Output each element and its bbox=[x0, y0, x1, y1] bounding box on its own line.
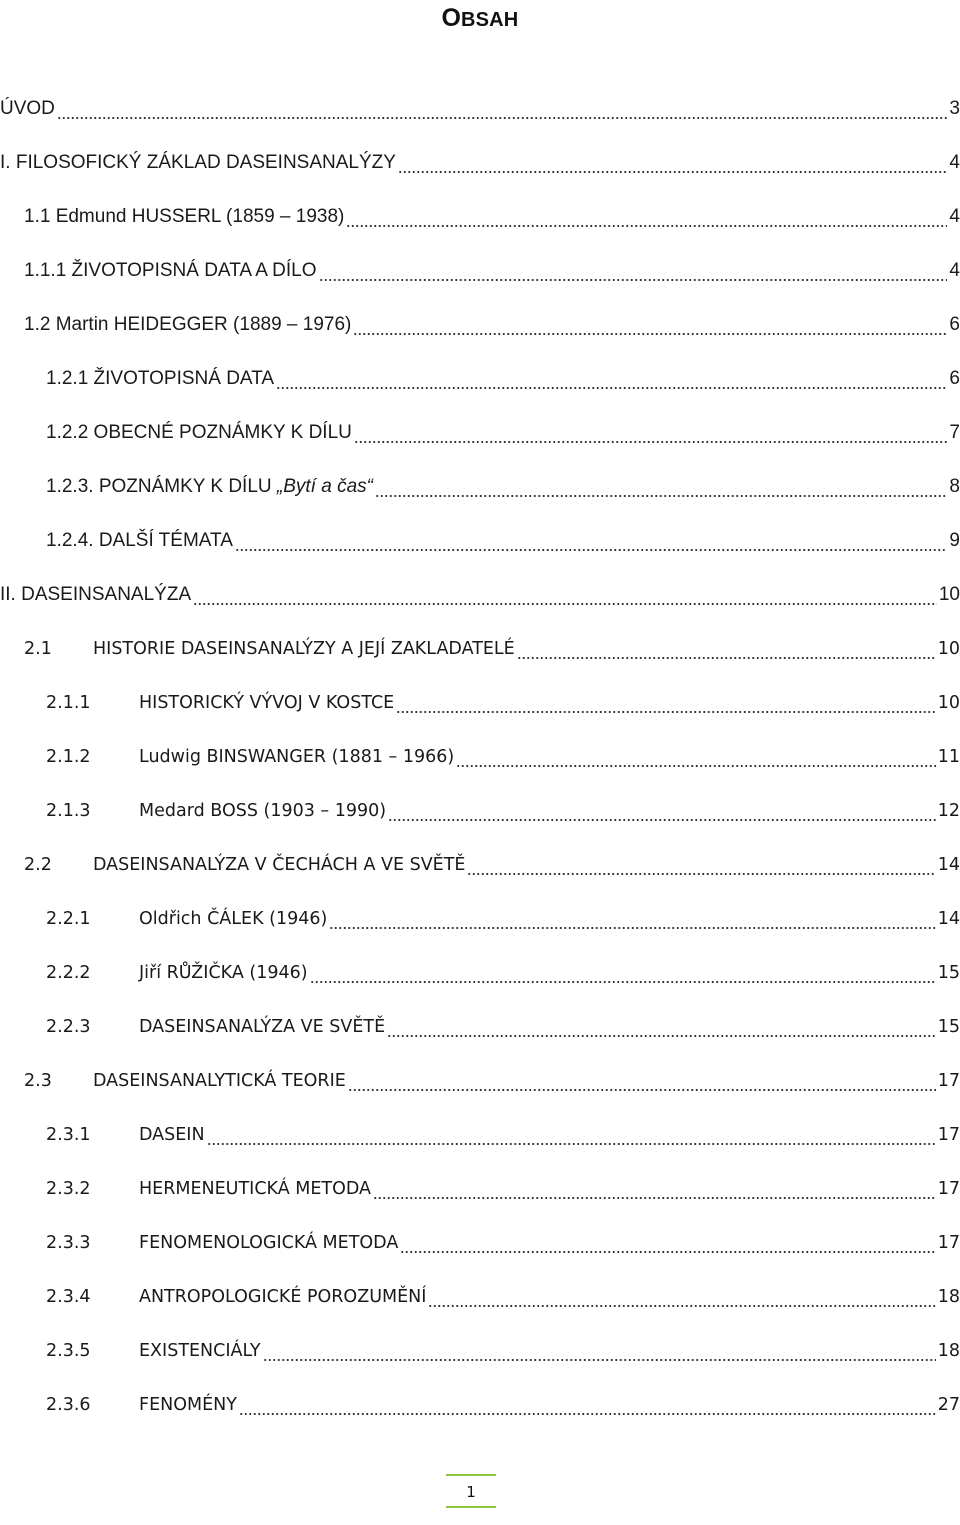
toc-entry[interactable] bbox=[24, 838, 960, 892]
toc-leader-dots bbox=[319, 262, 948, 282]
toc-leader-dots bbox=[207, 1126, 936, 1146]
toc-entry-page: 4 bbox=[949, 152, 960, 173]
toc-entry[interactable] bbox=[46, 1162, 960, 1216]
toc-leader-dots bbox=[456, 748, 936, 768]
toc-leader-dots bbox=[239, 1396, 936, 1416]
toc-entry-label: HISTORIE DASEINSANALÝZY A JEJÍ ZAKLADATELÉ bbox=[93, 639, 515, 659]
toc-entry-page: 17 bbox=[937, 1179, 960, 1199]
toc-leader-dots bbox=[517, 640, 936, 660]
toc-entry[interactable] bbox=[46, 460, 960, 514]
toc-leader-dots bbox=[276, 370, 947, 390]
toc-entry[interactable] bbox=[46, 1108, 960, 1162]
toc-entry-number: 2.2.3 bbox=[46, 1017, 91, 1037]
toc-entry-page: 3 bbox=[949, 98, 960, 119]
toc-entry-label: 1.2 Martin HEIDEGGER (1889 – 1976) bbox=[24, 314, 352, 335]
toc-entry-label: II. DASEINSANALÝZA bbox=[0, 584, 192, 605]
toc-leader-dots bbox=[348, 1072, 936, 1092]
toc-entry-number: 2.2.1 bbox=[46, 909, 91, 929]
title-initial: O bbox=[441, 4, 461, 32]
toc-entry-label: Oldřich ČÁLEK (1946) bbox=[139, 909, 328, 929]
toc-entry-number: 2.3.3 bbox=[46, 1233, 91, 1253]
toc-entry-number: 2.3.5 bbox=[46, 1341, 91, 1361]
toc-entry-page: 18 bbox=[937, 1341, 960, 1361]
toc-entry-number: 2.1.1 bbox=[46, 693, 91, 713]
toc-entry-label: HERMENEUTICKÁ METODA bbox=[139, 1179, 372, 1199]
toc-entry-page: 17 bbox=[937, 1071, 960, 1091]
toc-entry[interactable] bbox=[0, 136, 960, 190]
toc-entry[interactable] bbox=[46, 352, 960, 406]
toc-entry[interactable] bbox=[46, 1378, 960, 1432]
toc-entry-page: 18 bbox=[937, 1287, 960, 1307]
toc-entry-label: DASEIN bbox=[139, 1125, 205, 1145]
toc-entry[interactable] bbox=[46, 784, 960, 838]
toc-entry[interactable] bbox=[24, 622, 960, 676]
toc-entry[interactable] bbox=[46, 406, 960, 460]
toc-entry-number: 2.3.6 bbox=[46, 1395, 91, 1415]
toc-entry-label: I. FILOSOFICKÝ ZÁKLAD DASEINSANALÝZY bbox=[0, 152, 396, 173]
toc-leader-dots bbox=[467, 856, 935, 876]
toc-entry-page: 27 bbox=[937, 1395, 960, 1415]
toc-entry-page: 17 bbox=[937, 1125, 960, 1145]
toc-entry-page: 11 bbox=[937, 747, 960, 767]
toc-leader-dots bbox=[375, 478, 947, 498]
toc-entry-number: 2.3.2 bbox=[46, 1179, 91, 1199]
toc-entry-label: FENOMENOLOGICKÁ METODA bbox=[139, 1233, 399, 1253]
toc-leader-dots bbox=[329, 910, 935, 930]
toc-entry-page: 14 bbox=[937, 909, 960, 929]
toc-entry[interactable] bbox=[46, 1000, 960, 1054]
toc-entry-label: EXISTENCIÁLY bbox=[139, 1341, 261, 1361]
toc-leader-dots bbox=[400, 1234, 935, 1254]
toc-leader-dots bbox=[193, 586, 937, 606]
toc-leader-dots bbox=[310, 964, 936, 984]
toc-entry-label: DASEINSANALYTICKÁ TEORIE bbox=[93, 1071, 346, 1091]
toc-entry-page: 10 bbox=[937, 639, 960, 659]
toc-entry[interactable] bbox=[46, 514, 960, 568]
toc-entry-page: 7 bbox=[949, 422, 960, 443]
toc-leader-dots bbox=[387, 1018, 936, 1038]
toc-entry-page: 12 bbox=[937, 801, 960, 821]
toc-entry-page: 6 bbox=[949, 368, 960, 389]
toc-entry-page: 15 bbox=[937, 1017, 960, 1037]
toc-entry[interactable] bbox=[24, 244, 960, 298]
toc-entry-page: 14 bbox=[937, 855, 960, 875]
toc-entry[interactable] bbox=[0, 82, 960, 136]
toc-leader-dots bbox=[388, 802, 936, 822]
toc-entry-number: 2.1.3 bbox=[46, 801, 91, 821]
toc-entry[interactable] bbox=[0, 568, 960, 622]
toc-leader-dots bbox=[57, 100, 948, 120]
toc-leader-dots bbox=[354, 424, 948, 444]
page-title bbox=[0, 0, 960, 36]
toc-entry[interactable] bbox=[46, 1270, 960, 1324]
toc-leader-dots bbox=[398, 154, 947, 174]
toc-entry-label: 1.1 Edmund HUSSERL (1859 – 1938) bbox=[24, 206, 345, 227]
toc-leader-dots bbox=[373, 1180, 936, 1200]
toc-entry[interactable] bbox=[24, 190, 960, 244]
toc-leader-dots bbox=[353, 316, 947, 336]
toc-entry-page: 8 bbox=[949, 476, 960, 497]
toc-entry-label: FENOMÉNY bbox=[139, 1395, 237, 1415]
toc-entry-label: 1.2.2 OBECNÉ POZNÁMKY K DÍLU bbox=[46, 422, 352, 443]
toc-entry[interactable] bbox=[46, 730, 960, 784]
toc-entry-label-italic: „Bytí a čas“ bbox=[276, 476, 373, 497]
toc-entry-label-text: 1.2.3. POZNÁMKY K DÍLU bbox=[46, 476, 277, 497]
toc-entry-label: HISTORICKÝ VÝVOJ V KOSTCE bbox=[139, 693, 395, 713]
toc-entry[interactable] bbox=[46, 1324, 960, 1378]
toc-entry-label: 1.1.1 ŽIVOTOPISNÁ DATA A DÍLO bbox=[24, 260, 317, 281]
toc-entry-number: 2.1.2 bbox=[46, 747, 91, 767]
toc-entry-number: 2.3.4 bbox=[46, 1287, 91, 1307]
toc-leader-dots bbox=[346, 208, 947, 228]
toc-entry-page: 6 bbox=[949, 314, 960, 335]
toc-entry[interactable] bbox=[46, 892, 960, 946]
toc-leader-dots bbox=[263, 1342, 936, 1362]
toc-entry-page: 4 bbox=[949, 260, 960, 281]
toc-entry-page: 4 bbox=[949, 206, 960, 227]
toc-entry-label: ANTROPOLOGICKÉ POROZUMĚNÍ bbox=[139, 1287, 427, 1307]
toc-entry-number: 2.3.1 bbox=[46, 1125, 91, 1145]
toc-entry-label bbox=[46, 476, 373, 498]
toc-leader-dots bbox=[428, 1288, 935, 1308]
toc-entry-label: Ludwig BINSWANGER (1881 – 1966) bbox=[139, 747, 455, 767]
toc-entry-number: 2.1 bbox=[24, 639, 52, 659]
toc-entry-label: 1.2.1 ŽIVOTOPISNÁ DATA bbox=[46, 368, 275, 389]
toc-entry-number: 2.2.2 bbox=[46, 963, 91, 983]
toc-entry-label: Medard BOSS (1903 – 1990) bbox=[139, 801, 387, 821]
toc-entry-page: 9 bbox=[949, 530, 960, 551]
toc-entry[interactable] bbox=[46, 1216, 960, 1270]
toc-entry-page: 17 bbox=[937, 1233, 960, 1253]
toc-entry-page: 10 bbox=[937, 693, 960, 713]
toc-entry-number: 2.2 bbox=[24, 855, 52, 875]
toc-entry[interactable] bbox=[46, 946, 960, 1000]
toc-entry[interactable] bbox=[24, 298, 960, 352]
toc-entry-label: ÚVOD bbox=[0, 98, 55, 119]
toc-leader-dots bbox=[396, 694, 935, 714]
toc-entry-page: 10 bbox=[938, 584, 960, 605]
title-rest: BSAH bbox=[460, 9, 519, 31]
page-number: 1 bbox=[446, 1474, 496, 1508]
toc-entry-label: DASEINSANALÝZA V ČECHÁCH A VE SVĚTĚ bbox=[93, 855, 466, 875]
toc-entry[interactable] bbox=[46, 676, 960, 730]
toc-leader-dots bbox=[235, 532, 948, 552]
toc-entry-page: 15 bbox=[937, 963, 960, 983]
toc-entry-number: 2.3 bbox=[24, 1071, 52, 1091]
toc-entry-label: Jiří RŮŽIČKA (1946) bbox=[139, 963, 308, 983]
toc-entry[interactable] bbox=[24, 1054, 960, 1108]
toc-entry-label: DASEINSANALÝZA VE SVĚTĚ bbox=[139, 1017, 386, 1037]
toc-entry-label: 1.2.4. DALŠÍ TÉMATA bbox=[46, 530, 233, 551]
